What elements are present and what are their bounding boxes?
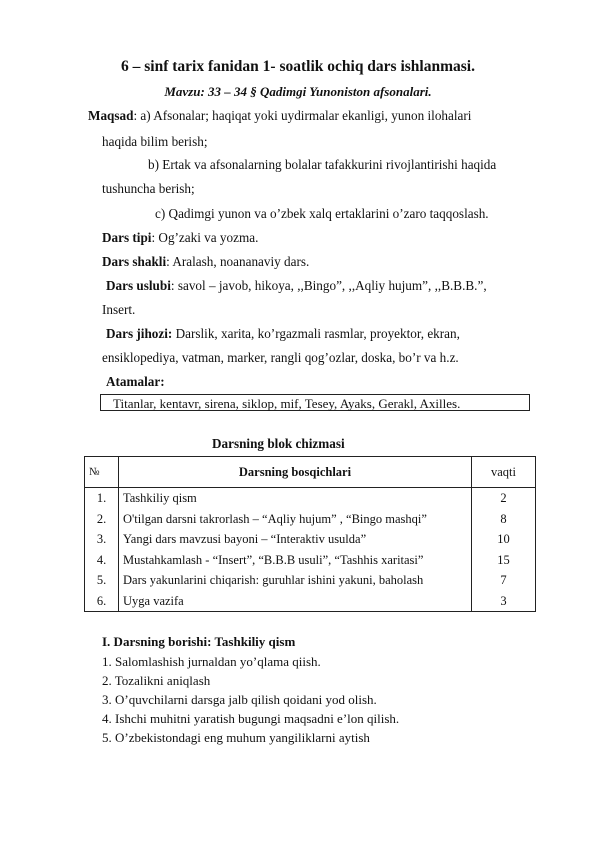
row-number: 5.	[96, 573, 107, 587]
maqsad-a-line2: haqida bilim berish;	[102, 134, 208, 149]
list-item: 2. Tozalikni aniqlash	[102, 673, 211, 688]
row-stage: Dars yakunlarini chiqarish: guruhlar ishini yakuni, baholash	[123, 573, 424, 587]
dars-shakli-value: : Aralash, noananaviy dars.	[166, 254, 310, 269]
header-stage: Darsning bosqichlari	[119, 457, 472, 488]
maqsad-label: Maqsad	[88, 108, 134, 123]
dars-tipi-label: Dars tipi	[102, 230, 152, 245]
maqsad-b-line1: b) Ertak va afsonalarning bolalar tafakkurini rivojlantirishi haqida	[148, 157, 497, 172]
row-time: 8	[500, 511, 507, 526]
header-time: vaqti	[472, 457, 536, 488]
row-time: 10	[497, 532, 510, 546]
time-column	[472, 488, 536, 612]
list-item: 3. O’quvchilarni darsga jalb qilish qoidani yod olish.	[102, 692, 377, 707]
maqsad-c-line1: c) Qadimgi yunon va o’zbek xalq ertaklarini o’zaro taqqoslash.	[155, 206, 489, 221]
row-number: 4.	[96, 552, 107, 567]
dars-uslubi	[106, 278, 487, 294]
dars-tipi	[102, 230, 258, 246]
stage-column	[119, 488, 472, 612]
dars-jihozi	[106, 326, 460, 342]
document-title: 6 – sinf tarix fanidan 1- soatlik ochiq dars ishlanmasi.	[121, 58, 475, 75]
list-item: 5. O’zbekistondagi eng muhum yangiliklarni aytish	[102, 730, 370, 745]
table-header-row	[85, 457, 536, 488]
lesson-stages-table	[84, 456, 536, 612]
dars-tipi-value: : Og’zaki va yozma.	[151, 230, 259, 245]
row-time: 7	[500, 573, 507, 587]
dars-uslubi-label: Dars uslubi	[106, 278, 171, 293]
maqsad-a-text: : a) Afsonalar; haqiqat yoki uydirmalar ekanligi, yunon ilohalari	[133, 108, 472, 123]
dars-shakli-label: Dars shakli	[102, 254, 167, 269]
dars-uslubi-value: : savol – javob, hikoya, ,,Bingo”, ,,Aqliy hujum”, ,,B.B.B.”,	[170, 278, 487, 293]
row-number: 2.	[96, 511, 107, 526]
row-number: 6.	[96, 593, 107, 608]
number-column	[85, 488, 119, 612]
maqsad-b-line2: tushuncha berish;	[102, 181, 195, 196]
section-heading: I. Darsning borishi: Tashkiliy qism	[102, 634, 296, 649]
maqsad-a-line1	[88, 108, 471, 124]
block-chart-title: Darsning blok chizmasi	[212, 436, 345, 451]
list-item: 4. Ishchi muhitni yaratish bugungi maqsadni e’lon qilish.	[102, 711, 400, 726]
row-stage: Yangi dars mavzusi bayoni – “Interaktiv usulda”	[123, 532, 367, 546]
lesson-topic: Mavzu: 33 – 34 § Qadimgi Yunoniston afsonalari.	[164, 84, 432, 99]
row-stage: Uyga vazifa	[123, 593, 184, 608]
list-item: 1. Salomlashish jurnaldan yo’qlama qiish.	[102, 654, 321, 669]
row-time: 15	[497, 552, 510, 567]
dars-jihozi-line2: ensiklopediya, vatman, marker, rangli qog’ozlar, doska, bo’r va h.z.	[102, 350, 459, 365]
row-stage: Mustahkamlash - “Insert”, “B.B.B usuli”, “Tashhis xaritasi”	[123, 552, 424, 567]
atamalar-box: Titanlar, kentavr, sirena, siklop, mif, Tesey, Ayaks, Gerakl, Axilles.	[100, 394, 530, 411]
row-stage: O'tilgan darsni takrorlash – “Aqliy hujum” , “Bingo mashqi”	[123, 511, 427, 526]
dars-shakli	[102, 254, 309, 270]
dars-jihozi-value: Darslik, xarita, ko’rgazmali rasmlar, proyektor, ekran,	[172, 326, 460, 341]
row-number: 1.	[96, 491, 107, 505]
table-body-row	[85, 488, 536, 612]
dars-uslubi-line2: Insert.	[102, 302, 136, 317]
header-number: №	[85, 457, 119, 488]
row-stage: Tashkiliy qism	[123, 491, 197, 505]
row-time: 2	[500, 491, 507, 505]
dars-jihozi-label: Dars jihozi:	[106, 326, 173, 341]
atamalar-label: Atamalar:	[106, 374, 165, 389]
row-number: 3.	[96, 532, 107, 546]
row-time: 3	[500, 593, 507, 608]
